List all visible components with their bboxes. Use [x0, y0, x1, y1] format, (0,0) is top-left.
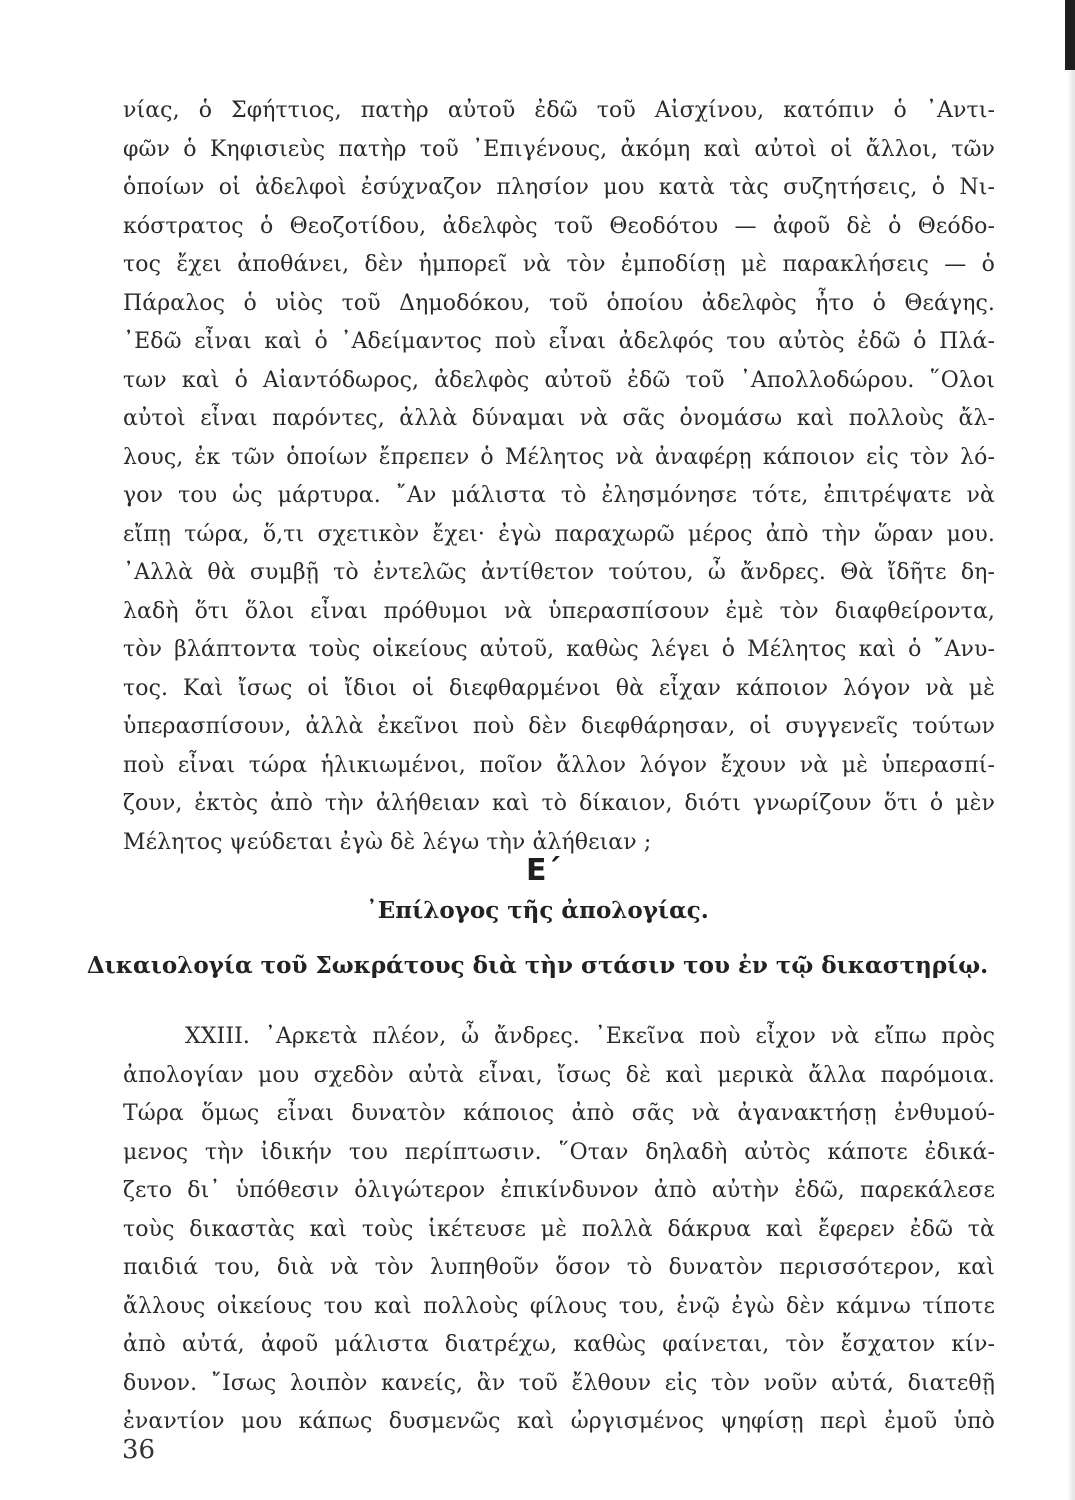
- text-line: τὸν βλάπτοντα τοὺς οἰκείους αὐτοῦ, καθὼς λέγει ὁ Μέλητος καὶ ὁ ῎Ανυ-: [123, 637, 995, 662]
- text-line: νίας, ὁ Σφήττιος, πατὴρ αὐτοῦ ἐδῶ τοῦ Αἰσχίνου, κατόπιν ὁ ᾿Αντι-: [123, 98, 995, 123]
- text-line: ἀπολογίαν μου σχεδὸν αὐτὰ εἶναι, ἴσως δὲ καὶ μερικὰ ἄλλα παρόμοια.: [123, 1062, 995, 1088]
- text-line: Πάραλος ὁ υἱὸς τοῦ Δημοδόκου, τοῦ ὁποίου ἀδελφὸς ἦτο ὁ Θεάγης.: [123, 290, 995, 316]
- text-line: λαδὴ ὅτι ὅλοι εἶναι πρόθυμοι νὰ ὑπερασπίσουν ἐμὲ τὸν διαφθείροντα,: [123, 598, 995, 624]
- text-line: ἄλλους οἰκείους του καὶ πολλοὺς φίλους του, ἐνῷ ἐγὼ δὲν κάμνω τίποτε: [123, 1293, 995, 1319]
- text-line: ὑπερασπίσουν, ἀλλὰ ἐκεῖνοι ποὺ δὲν διεφθάρησαν, οἱ συγγενεῖς τούτων: [123, 714, 995, 739]
- text-line: γον του ὡς μάρτυρα. ῎Αν μάλιστα τὸ ἐλησμόνησε τότε, ἐπιτρέψατε νὰ: [123, 483, 995, 508]
- text-line: μενος τὴν ἰδικήν του περίπτωσιν. ῞Οταν δηλαδὴ αὐτὸς κάποτε ἐδικά-: [123, 1139, 995, 1165]
- text-line: παιδιά του, διὰ νὰ τὸν λυπηθοῦν ὅσον τὸ δυνατὸν περισσότερον, καὶ: [123, 1255, 995, 1280]
- section-letter: Ε΄: [526, 853, 560, 888]
- text-line: τος. Καὶ ἴσως οἱ ἴδιοι οἱ διεφθαρμένοι θὰ εἶχαν κάποιον λόγον νὰ μὲ: [123, 675, 995, 701]
- paragraph-xxii: [123, 92, 995, 862]
- text-line: δυνον. ῎Ισως λοιπὸν κανείς, ἂν τοῦ ἔλθουν εἰς τὸν νοῦν αὐτά, διατεθῇ: [123, 1370, 995, 1396]
- text-line: ζουν, ἐκτὸς ἀπὸ τὴν ἀλήθειαν καὶ τὸ δίκαιον, διότι γνωρίζουν ὅτι ὁ μὲν: [123, 791, 995, 816]
- text-line: των καὶ ὁ Αἰαντόδωρος, ἀδελφὸς αὐτοῦ ἐδῶ τοῦ ᾿Απολλοδώρου. ῞Ολοι: [123, 367, 995, 393]
- paragraph-xxiii: [123, 1018, 995, 1442]
- text-line: ποὺ εἶναι τώρα ἡλικιωμένοι, ποῖον ἄλλον λόγον ἔχουν νὰ μὲ ὑπερασπί-: [123, 752, 995, 778]
- text-line: Μέλητος ψεύδεται ἐγὼ δὲ λέγω τὴν ἀλήθειαν ;: [123, 829, 652, 855]
- section-heading: ᾿Επίλογος τῆς ἀπολογίας.: [366, 897, 709, 924]
- page-edge-shadow: [1067, 0, 1075, 1500]
- text-line: ᾿Εδῶ εἶναι καὶ ὁ ᾿Αδείμαντος ποὺ εἶναι ἀδελφός του αὐτὸς ἐδῶ ὁ Πλά-: [123, 329, 995, 354]
- text-line: τοὺς δικαστὰς καὶ τοὺς ἱκέτευσε μὲ πολλὰ δάκρυα καὶ ἔφερεν ἐδῶ τὰ: [123, 1216, 995, 1242]
- text-line: εἴπῃ τώρα, ὅ,τι σχετικὸν ἔχει· ἐγὼ παραχωρῶ μέρος ἀπὸ τὴν ὥραν μου.: [123, 521, 995, 547]
- scan-corner-mark: [1065, 0, 1075, 70]
- text-line: κόστρατος ὁ Θεοζοτίδου, ἀδελφὸς τοῦ Θεοδότου — ἀφοῦ δὲ ὁ Θεόδο-: [123, 213, 995, 239]
- text-line: φῶν ὁ Κηφισιεὺς πατὴρ τοῦ ᾿Επιγένους, ἀκόμη καὶ αὐτοὶ οἱ ἄλλοι, τῶν: [123, 136, 995, 162]
- text-line: λους, ἐκ τῶν ὁποίων ἔπρεπεν ὁ Μέλητος νὰ ἀναφέρῃ κάποιον εἰς τὸν λό-: [123, 444, 995, 470]
- text-line: ὁποίων οἱ ἀδελφοὶ ἐσύχναζον πλησίον μου κατὰ τὰς συζητήσεις, ὁ Νι-: [123, 175, 995, 200]
- page-number: 36: [122, 1435, 156, 1465]
- section-subheading: Δικαιολογία τοῦ Σωκράτους διὰ τὴν στάσιν του ἐν τῷ δικαστηρίῳ.: [86, 952, 989, 979]
- text-line: αὐτοὶ εἶναι παρόντες, ἀλλὰ δύναμαι νὰ σᾶς ὀνομάσω καὶ πολλοὺς ἄλ-: [123, 406, 995, 431]
- text-line: ἐναντίον μου κάπως δυσμενῶς καὶ ὠργισμένος ψηφίσῃ περὶ ἐμοῦ ὑπὸ: [123, 1409, 995, 1434]
- text-line: ᾿Αλλὰ θὰ συμβῇ τὸ ἐντελῶς ἀντίθετον τούτου, ὦ ἄνδρες. Θὰ ἴδῆτε δη-: [123, 560, 995, 585]
- text-line: XXIII. ᾿Αρκετὰ πλέον, ὦ ἄνδρες. ᾿Εκεῖνα ποὺ εἶχον νὰ εἴπω πρὸς: [185, 1024, 995, 1049]
- text-line: ἀπὸ αὐτά, ἀφοῦ μάλιστα διατρέχω, καθὼς φαίνεται, τὸν ἔσχατον κίν-: [123, 1332, 995, 1357]
- text-line: ζετο δι᾿ ὑπόθεσιν ὀλιγώτερον ἐπικίνδυνον ἀπὸ αὐτὴν ἐδῶ, παρεκάλεσε: [123, 1178, 995, 1203]
- text-line: Τώρα ὅμως εἶναι δυνατὸν κάποιος ἀπὸ σᾶς νὰ ἀγανακτήσῃ ἐνθυμού-: [123, 1101, 995, 1126]
- text-line: τος ἔχει ἀποθάνει, δὲν ἠμπορεῖ νὰ τὸν ἐμποδίσῃ μὲ παρακλήσεις — ὁ: [123, 252, 995, 277]
